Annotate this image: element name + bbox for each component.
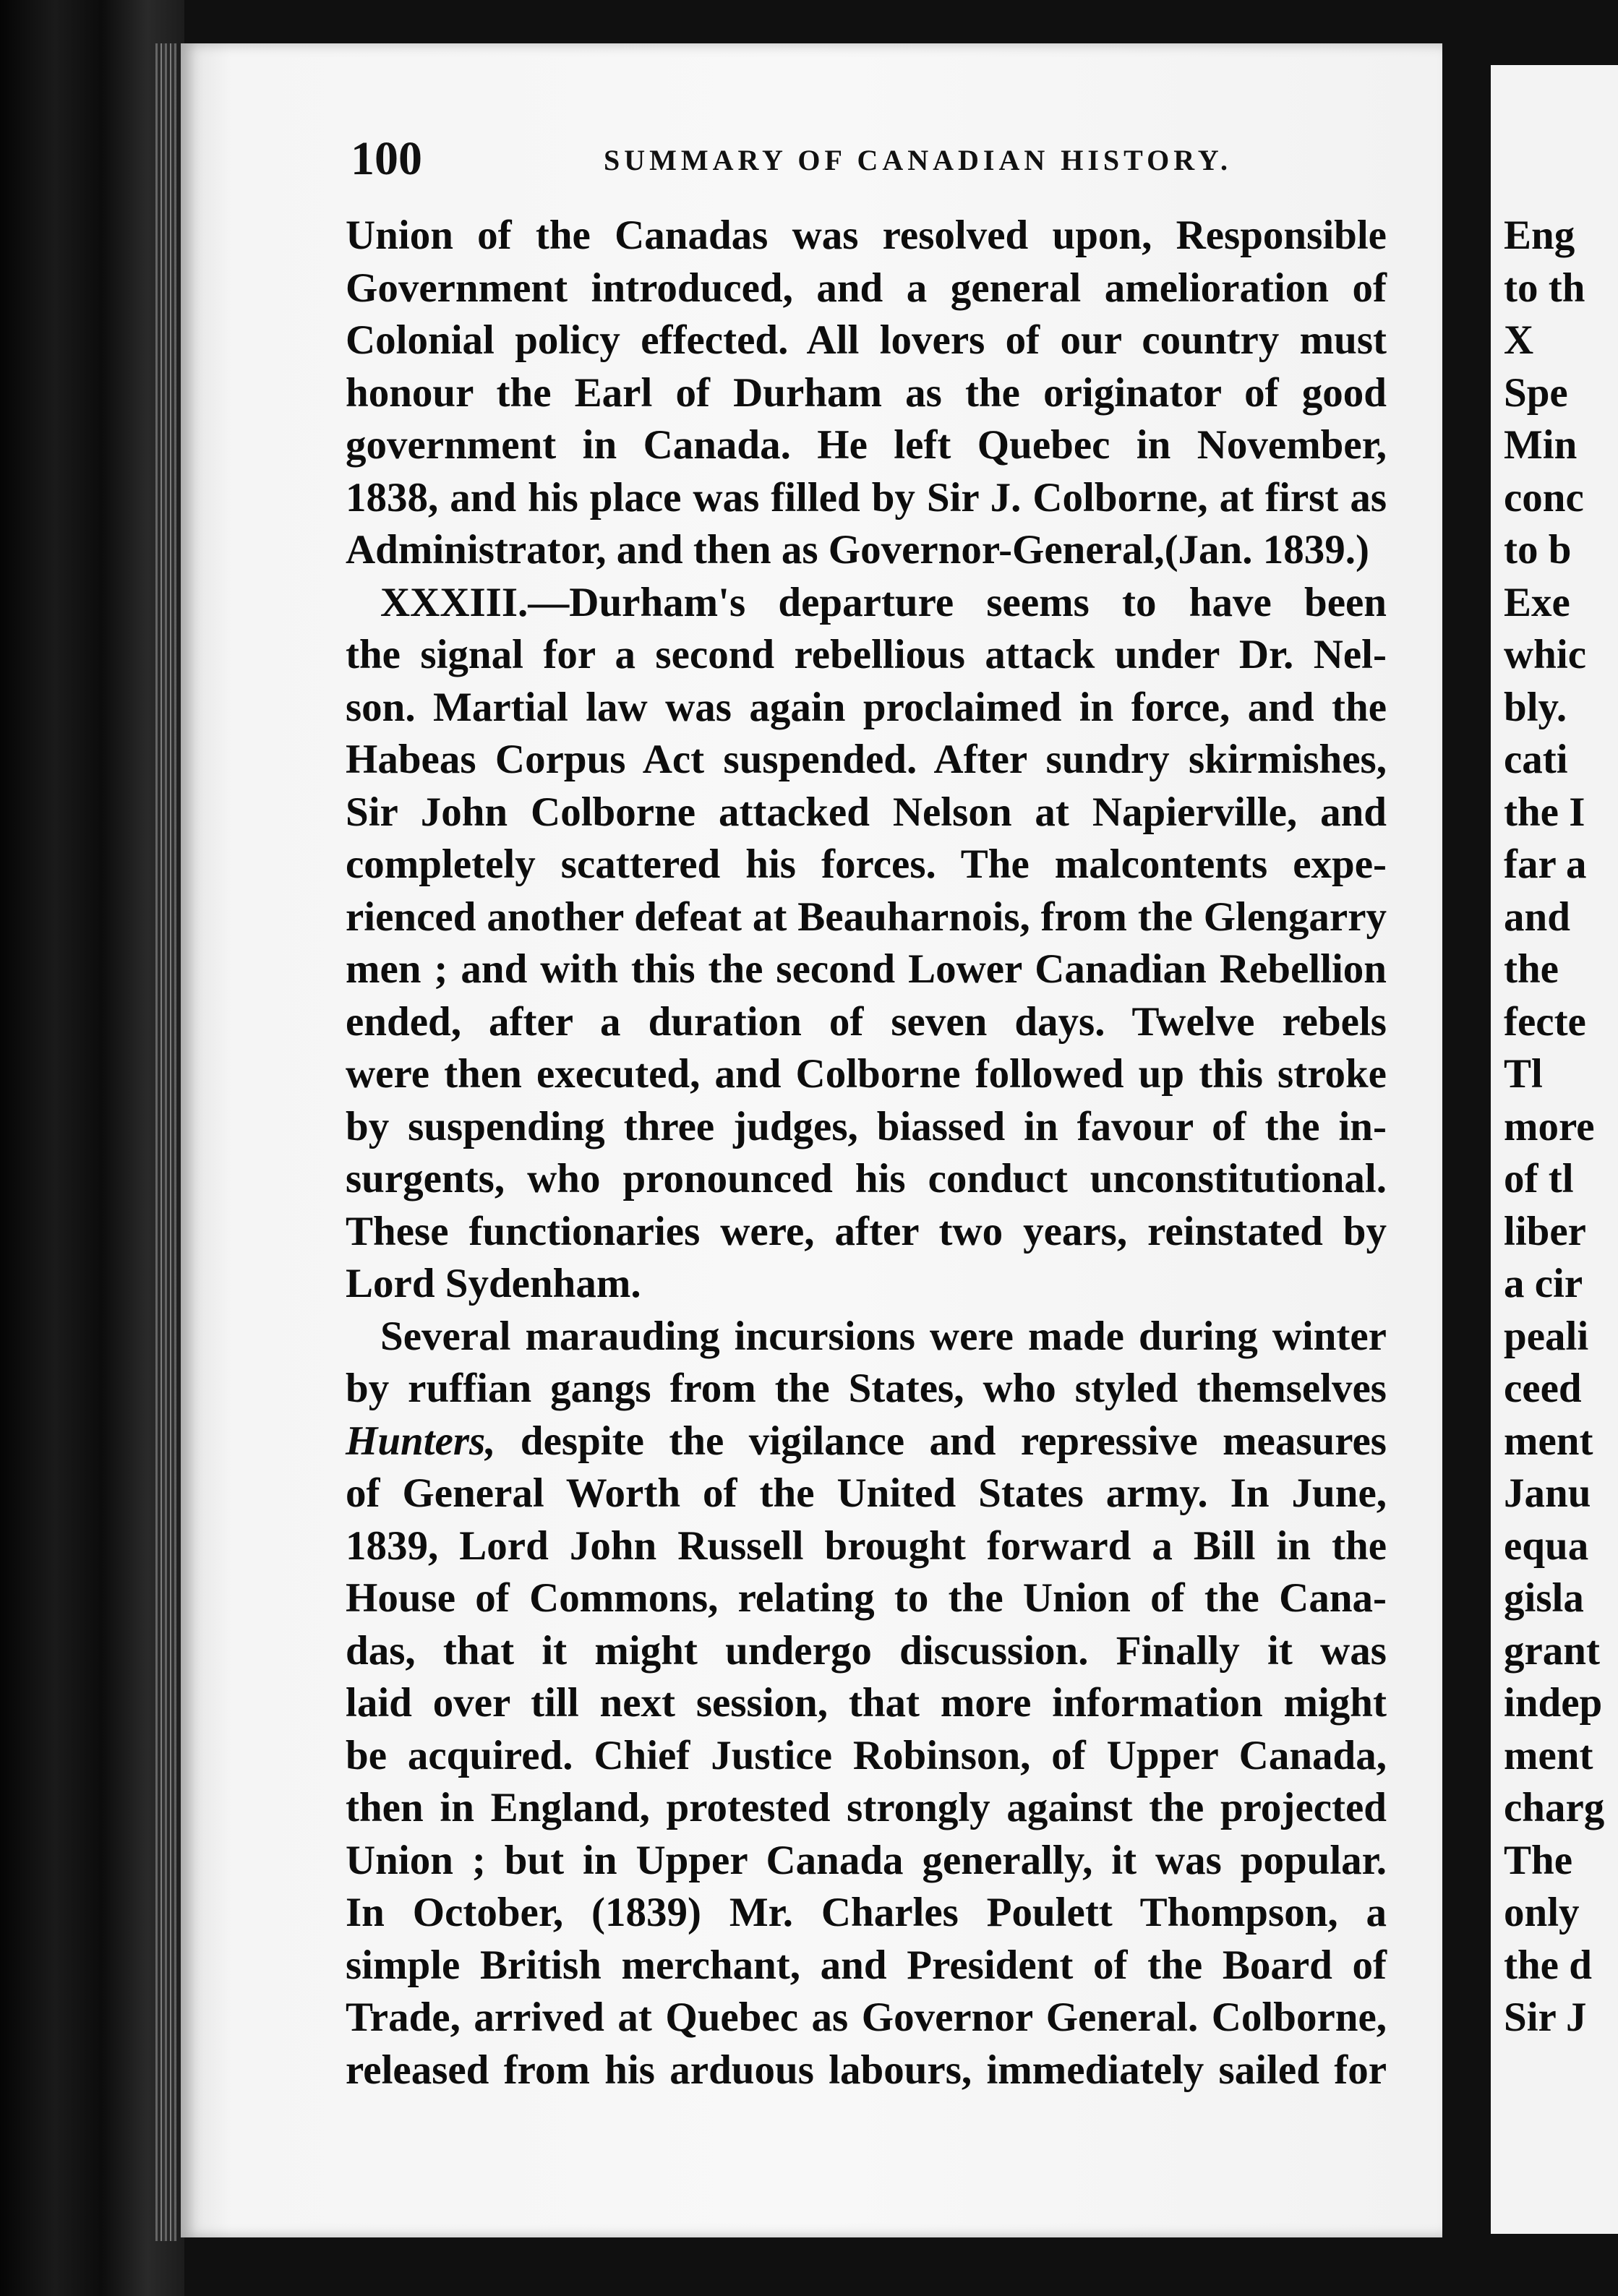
text-span: despite the vigilance and repressive measures: [495, 1418, 1387, 1464]
text-line: [346, 1415, 1387, 1468]
facing-page-line: and: [1504, 894, 1570, 940]
text-line: 1838, and his place was filled by Sir J. Colborne, at first as: [346, 474, 1387, 521]
page-edges: [155, 43, 177, 2241]
running-head: SUMMARY OF CANADIAN HISTORY.: [604, 144, 1232, 176]
facing-page-line: Min: [1504, 422, 1578, 468]
facing-page-line: ment: [1504, 1732, 1593, 1778]
facing-page-line: a cir: [1504, 1261, 1583, 1306]
text-line: In October, (1839) Mr. Charles Poulett Thompson, a: [346, 1890, 1387, 1935]
page-header: [351, 134, 1392, 184]
facing-page-line: to th: [1504, 265, 1585, 311]
text-line: Administrator, and then as Governor-General,(Jan. 1839.): [346, 527, 1369, 573]
facing-page-line: the d: [1504, 1942, 1592, 1988]
italic-word: Hunters,: [346, 1418, 496, 1464]
text-line: Colonial policy effected. All lovers of our country must: [346, 317, 1387, 363]
facing-page-line: whic: [1504, 632, 1586, 677]
text-line: honour the Earl of Durham as the originator of good: [346, 369, 1387, 416]
text-line: surgents, who pronounced his conduct unconstitutional.: [346, 1156, 1387, 1201]
facing-page-line: ment: [1504, 1418, 1593, 1464]
text-line: the signal for a second rebellious attack under Dr. Nel-: [346, 632, 1387, 677]
text-line: Government introduced, and a general amelioration of: [346, 265, 1387, 311]
facing-page-line: Exe: [1504, 579, 1570, 625]
text-line: These functionaries were, after two years, reinstated by: [346, 1208, 1387, 1254]
text-line: Sir John Colborne attacked Nelson at Napierville, and: [346, 789, 1387, 835]
facing-page-line: cati: [1504, 737, 1568, 782]
facing-page-line: liber: [1504, 1208, 1586, 1254]
facing-page-line: bly.: [1504, 684, 1567, 730]
text-line: completely scattered his forces. The malcontents expe-: [346, 841, 1387, 887]
text-line: of General Worth of the United States army. In June,: [346, 1470, 1387, 1516]
facing-page-line: ceed: [1504, 1366, 1582, 1411]
text-line: were then executed, and Colborne followed up this stroke: [346, 1051, 1387, 1097]
facing-page-line: more: [1504, 1103, 1595, 1149]
text-line: House of Commons, relating to the Union of the Cana-: [346, 1575, 1387, 1621]
text-line: Trade, arrived at Quebec as Governor General. Colborne,: [346, 1995, 1387, 2040]
facing-page-line: The: [1504, 1837, 1573, 1883]
text-line: Habeas Corpus Act suspended. After sundry skirmishes,: [346, 737, 1387, 782]
facing-page-text: [1504, 210, 1618, 2044]
facing-page-line: fecte: [1504, 998, 1586, 1045]
text-line: rienced another defeat at Beauharnois, from the Glengarry: [346, 894, 1387, 940]
text-line: by ruffian gangs from the States, who styled themselves: [346, 1366, 1387, 1411]
facing-page-line: conc: [1504, 474, 1584, 521]
text-line: then in England, protested strongly against the projected: [346, 1785, 1387, 1830]
facing-page-line: Spe: [1504, 369, 1568, 416]
facing-page-line: Tl: [1504, 1051, 1543, 1097]
facing-page-line: gisla: [1504, 1575, 1584, 1621]
text-line: ended, after a duration of seven days. Twelve rebels: [346, 998, 1387, 1045]
text-line: men ; and with this the second Lower Canadian Rebellion: [346, 946, 1387, 992]
text-line: das, that it might undergo discussion. Finally it was: [346, 1627, 1387, 1674]
text-line: Union ; but in Upper Canada generally, it was popular.: [346, 1837, 1387, 1883]
facing-page-line: of tl: [1504, 1156, 1574, 1201]
facing-page-line: to b: [1504, 527, 1572, 573]
text-line: 1839, Lord John Russell brought forward a Bill in the: [346, 1522, 1387, 1569]
text-line: Lord Sydenham.: [346, 1261, 641, 1306]
facing-page-line: the I: [1504, 789, 1585, 835]
page-number: 100: [351, 132, 422, 185]
facing-page-line: Janu: [1504, 1470, 1591, 1516]
text-line: Union of the Canadas was resolved upon, Responsible: [346, 213, 1387, 258]
facing-page-line: grant: [1504, 1627, 1600, 1674]
facing-page-line: X: [1504, 317, 1534, 363]
facing-page-line: equa: [1504, 1522, 1589, 1569]
facing-page-line: far a: [1504, 841, 1587, 887]
facing-page-line: peali: [1504, 1313, 1589, 1359]
text-line: by suspending three judges, biassed in favour of the in-: [346, 1103, 1387, 1149]
body-text: [346, 210, 1387, 2096]
facing-page-line: indep: [1504, 1680, 1603, 1726]
text-line: government in Canada. He left Quebec in November,: [346, 422, 1387, 468]
facing-page-line: charg: [1504, 1785, 1605, 1830]
text-line: laid over till next session, that more information might: [346, 1680, 1387, 1726]
facing-page-line: Sir J: [1504, 1995, 1587, 2040]
facing-page-line: only: [1504, 1890, 1580, 1935]
section-heading-line: XXXIII.—Durham's departure seems to have been: [380, 579, 1387, 625]
facing-page-line: Eng: [1504, 213, 1575, 258]
text-line: son. Martial law was again proclaimed in force, and the: [346, 684, 1387, 730]
text-line: simple British merchant, and President of the Board of: [346, 1942, 1387, 1988]
facing-page-line: the: [1504, 946, 1559, 992]
text-line: be acquired. Chief Justice Robinson, of Upper Canada,: [346, 1732, 1387, 1778]
paragraph-start-line: Several marauding incursions were made during winter: [380, 1313, 1387, 1359]
text-line: released from his arduous labours, immediately sailed for: [346, 2047, 1387, 2093]
